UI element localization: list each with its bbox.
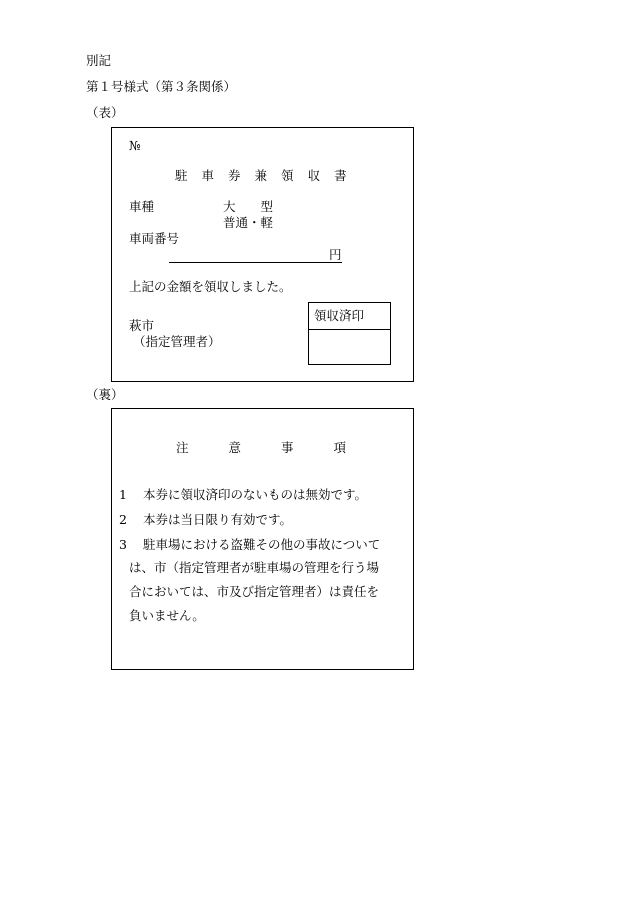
front-title (175, 170, 347, 183)
back-title (176, 442, 346, 455)
note-text: 負いません。 (129, 608, 205, 623)
back-title-char: 意 (228, 440, 242, 455)
note-text: 合においては、市及び指定管理者）は責任を (129, 584, 380, 599)
vehicle-type-large: 大 型 (223, 199, 274, 214)
vehicle-type-normal: 普通・軽 (223, 215, 274, 230)
back-title-char: 注 (176, 440, 189, 455)
back-title-char: 事 (281, 440, 294, 455)
note-text: 本券は当日限り有効です。 (143, 512, 293, 527)
back-title-char: 項 (333, 440, 347, 455)
amount-underline (169, 262, 342, 263)
note-number: 3 (119, 537, 127, 552)
form-title: 第１号様式（第３条関係） (86, 79, 237, 94)
vehicle-type-label: 車種 (129, 199, 155, 214)
note-text: 駐車場における盗難その他の事故について (143, 537, 381, 552)
front-title-char: 券 (228, 168, 241, 183)
front-title-char: 車 (201, 168, 215, 183)
note-number: 1 (119, 487, 127, 502)
front-title-char: 収 (307, 168, 321, 183)
issuer-manager: （指定管理者） (133, 334, 221, 349)
front-title-char: 領 (281, 168, 294, 183)
amount-unit: 円 (329, 247, 342, 262)
issuer-city: 萩市 (129, 318, 155, 333)
stamp-label: 領収済印 (314, 308, 365, 323)
front-title-char: 兼 (254, 168, 268, 183)
note-text: は、市（指定管理者が駐車場の管理を行う場 (129, 560, 380, 575)
attachment-label: 別記 (86, 53, 112, 68)
stamp-divider (308, 329, 391, 330)
vehicle-number-label: 車両番号 (129, 231, 180, 246)
note-number: 2 (119, 512, 127, 527)
number-label: № (129, 138, 141, 153)
note-text: 本券に領収済印のないものは無効です。 (143, 487, 368, 502)
front-title-char: 駐 (175, 168, 188, 183)
front-title-char: 書 (334, 168, 347, 183)
receipt-statement: 上記の金額を領収しました。 (129, 279, 292, 294)
back-label: （裏） (86, 387, 124, 402)
front-label: （表） (86, 105, 124, 120)
